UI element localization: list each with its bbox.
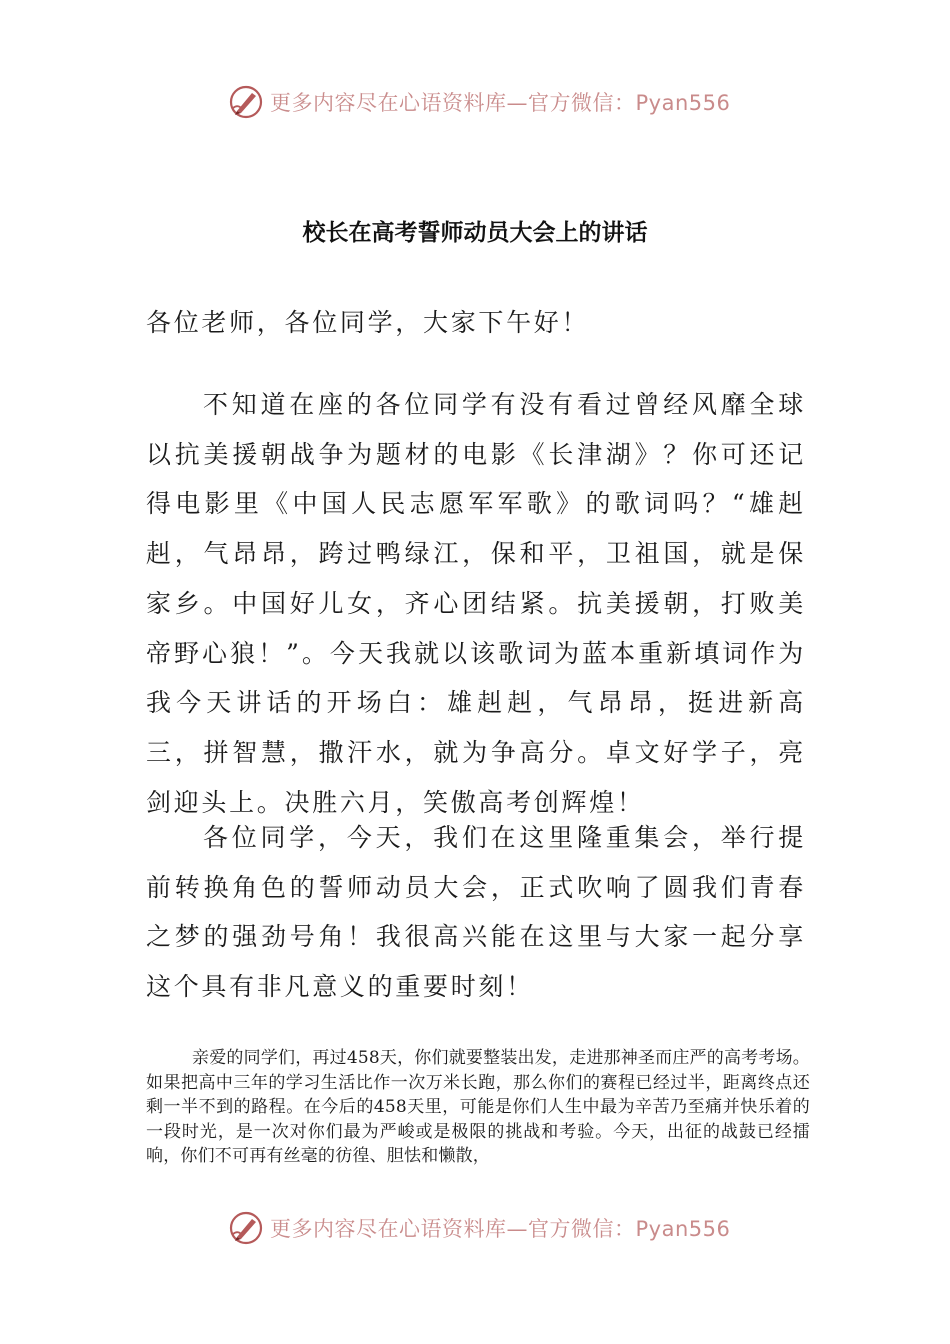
watermark-footer bbox=[228, 1208, 730, 1248]
paragraph-3: 亲爱的同学们，再过458天，你们就要整装出发，走进那神圣而庄严的高考考场。如果把高中三年的学习生活比作一次万米长跑，那么你们的赛程已经过半，距离终点还剩一半不到的路程。在今后的458天里，可能是你们人生中最为辛苦乃至痛并快乐着的一段时光，是一次对你们最为严峻或是极限的挑战和考验。今天，出征的战鼓已经擂响，你们不可再有丝毫的彷徨、胆怯和懒散， bbox=[146, 1048, 810, 1166]
page-title: 校长在高考誓师动员大会上的讲话 bbox=[302, 219, 648, 246]
paragraph-2: 各位同学，今天，我们在这里隆重集会，举行提前转换角色的誓师动员大会，正式吹响了圆我们青春之梦的强劲号角！我很高兴能在这里与大家一起分享这个具有非凡意义的重要时刻！ bbox=[146, 823, 806, 1002]
pen-in-circle-icon bbox=[228, 84, 264, 120]
paragraph-1: 不知道在座的各位同学有没有看过曾经风靡全球以抗美援朝战争为题材的电影《长津湖》？你可还记得电影里《中国人民志愿军军歌》的歌词吗？“雄赳赳，气昂昂，跨过鸭绿江，保和平，卫祖国，就是保家乡。中国好儿女，齐心团结紧。抗美援朝，打败美帝野心狼！”。今天我就以该歌词为蓝本重新填词作为我今天讲话的开场白：雄赳赳，气昂昂，挺进新高三，拼智慧，撒汗水，就为争高分。卓文好学子，亮剑迎头上。决胜六月，笑傲高考创辉煌！ bbox=[146, 390, 806, 817]
pen-in-circle-icon bbox=[228, 1210, 264, 1246]
watermark-header bbox=[228, 82, 730, 122]
watermark-text: 更多内容尽在心语资料库—官方微信：Pyan556 bbox=[270, 1217, 731, 1241]
watermark-text: 更多内容尽在心语资料库—官方微信：Pyan556 bbox=[270, 91, 731, 115]
greeting: 各位老师，各位同学，大家下午好！ bbox=[146, 308, 590, 337]
